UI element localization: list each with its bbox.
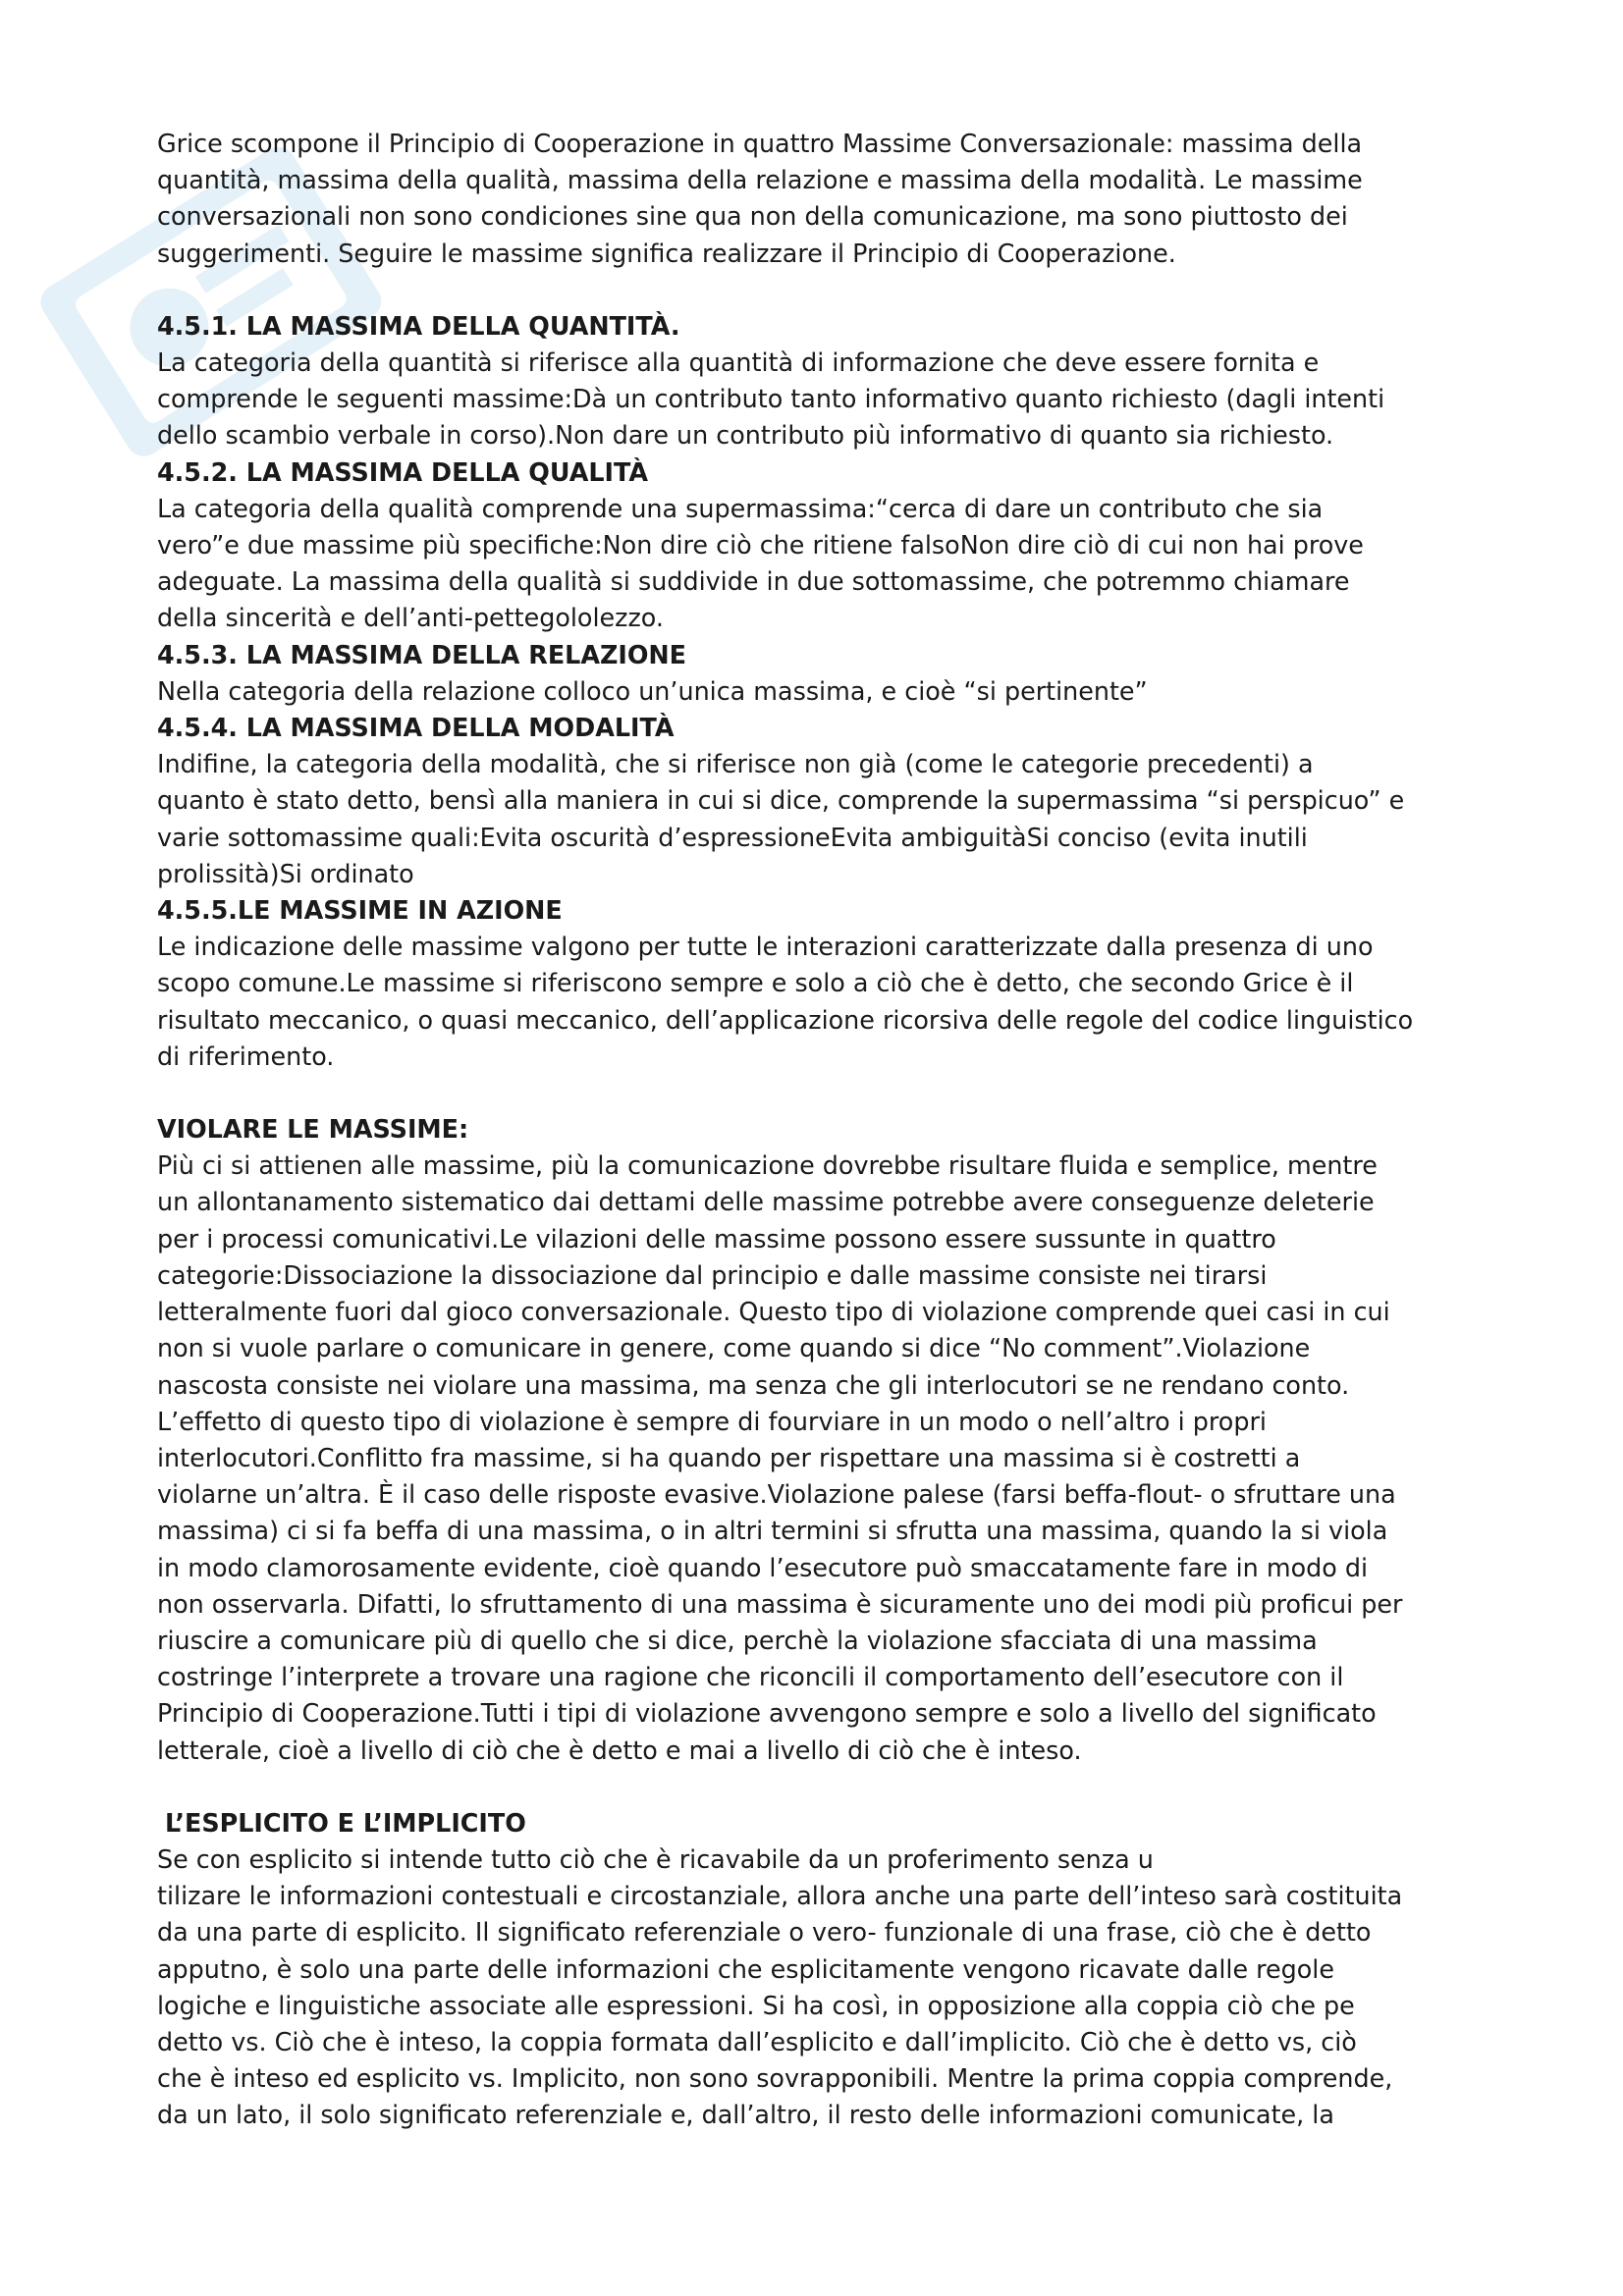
paragraph <box>157 126 1478 272</box>
paragraph <box>157 345 1478 454</box>
text-line: quantità, massima della qualità, massima della relazione e massima della modalità. Le massime <box>157 165 1363 195</box>
section-heading: VIOLARE LE MASSIME: <box>157 1114 469 1145</box>
text-line: massima) ci si fa beffa di una massima, o in altri termini si sfrutta una massima, quando la si viola <box>157 1516 1388 1546</box>
section-heading: 4.5.4. LA MASSIMA DELLA MODALITÀ <box>157 713 675 743</box>
text-line: conversazionali non sono condiciones sine qua non della comunicazione, ma sono piuttosto dei <box>157 201 1348 232</box>
text-line: varie sottomassime quali:Evita oscurità d’espressioneEvita ambiguitàSi conciso (evita inutili <box>157 822 1308 852</box>
text-line: da un lato, il solo significato referenziale e, dall’altro, il resto delle informazioni comunicate, la <box>157 2100 1334 2130</box>
text-line: vero”e due massime più specifiche:Non dire ciò che ritiene falsoNon dire ciò di cui non hai prove <box>157 530 1364 561</box>
text-line: per i processi comunicativi.Le vilazioni delle massime possono essere sussunte in quattro <box>157 1223 1276 1254</box>
paragraph-gap <box>157 1075 1478 1111</box>
text-line: costringe l’interprete a trovare una ragione che riconcili il comportamento dell’esecutore con il <box>157 1662 1344 1692</box>
text-line: non si vuole parlare o comunicare in genere, come quando si dice “No comment”.Violazione <box>157 1333 1311 1363</box>
text-line: Principio di Cooperazione.Tutti i tipi di violazione avvengono sempre e solo a livello del significato <box>157 1698 1377 1729</box>
paragraph-gap <box>157 272 1478 308</box>
text-line: prolissità)Si ordinato <box>157 858 414 888</box>
text-line: da una parte di esplicito. Il significato referenziale o vero- funzionale di una frase, ciò che è detto <box>157 1917 1372 1948</box>
paragraph <box>157 1842 1478 2134</box>
text-line: Nella categoria della relazione colloco un’unica massima, e cioè “si pertinente” <box>157 675 1148 706</box>
text-line: un allontanamento sistematico dai dettami delle massime potrebbe avere conseguenze deleterie <box>157 1187 1375 1217</box>
text-line: della sincerità e dell’anti-pettegololezzo. <box>157 603 664 633</box>
text-line: Se con esplicito si intende tutto ciò che è ricavabile da un proferimento senza u <box>157 1843 1154 1874</box>
paragraph <box>157 929 1478 1075</box>
section-heading: 4.5.3. LA MASSIMA DELLA RELAZIONE <box>157 639 687 669</box>
section-heading: 4.5.2. LA MASSIMA DELLA QUALITÀ <box>157 456 648 487</box>
text-line: Più ci si attienen alle massime, più la comunicazione dovrebbe risultare fluida e semplice, mentre <box>157 1150 1378 1181</box>
text-line: quanto è stato detto, bensì alla maniera in cui si dice, comprende la supermassima “si perspicuo” e <box>157 785 1405 816</box>
text-line: violarne un’altra. È il caso delle risposte evasive.Violazione palese (farsi beffa-flout- o sfruttare una <box>157 1479 1396 1510</box>
text-line: La categoria della qualità comprende una supermassima:“cerca di dare un contributo che sia <box>157 493 1324 523</box>
text-line: non osservarla. Difatti, lo sfruttamento di una massima è sicuramente uno dei modi più proficui per <box>157 1588 1403 1619</box>
section-heading: 4.5.5.LE MASSIME IN AZIONE <box>157 895 563 926</box>
text-line: logiche e linguistiche associate alle espressioni. Si ha così, in opposizione alla coppia ciò che pe <box>157 1990 1355 2020</box>
text-line: nascosta consiste nei violare una massima, ma senza che gli interlocutori se ne rendano conto. <box>157 1369 1350 1400</box>
text-line: Le indicazione delle massime valgono per tutte le interazioni caratterizzate dalla presenza di uno <box>157 932 1374 962</box>
text-line: tilizare le informazioni contestuali e circostanziale, allora anche una parte dell’inteso sarà costituita <box>157 1881 1403 1911</box>
text-line: riuscire a comunicare più di quello che si dice, perchè la violazione sfacciata di una massima <box>157 1625 1318 1655</box>
text-line: che è inteso ed esplicito vs. Implicito, non sono sovrapponibili. Mentre la prima coppia comprende, <box>157 2063 1393 2094</box>
paragraph <box>157 746 1478 892</box>
text-line: in modo clamorosamente evidente, cioè quando l’esecutore può smaccatamente fare in modo di <box>157 1552 1369 1582</box>
text-line: La categoria della quantità si riferisce alla quantità di informazione che deve essere fornita e <box>157 347 1320 378</box>
paragraph <box>157 1148 1478 1768</box>
section-heading: L’ESPLICITO E L’IMPLICITO <box>165 1807 526 1838</box>
text-line: letterale, cioè a livello di ciò che è detto e mai a livello di ciò che è inteso. <box>157 1735 1082 1765</box>
paragraph <box>157 673 1478 710</box>
document-page <box>157 126 1478 2134</box>
text-line: risultato meccanico, o quasi meccanico, dell’applicazione ricorsiva delle regole del codice linguistico <box>157 1004 1414 1035</box>
text-line: Grice scompone il Principio di Cooperazione in quattro Massime Conversazionale: massima della <box>157 129 1363 158</box>
text-line: comprende le seguenti massime:Dà un contributo tanto informativo quanto richiesto (dagli intenti <box>157 384 1385 414</box>
paragraph <box>157 491 1478 637</box>
text-line: suggerimenti. Seguire le massime significa realizzare il Principio di Cooperazione. <box>157 238 1176 268</box>
text-line: dello scambio verbale in corso).Non dare un contributo più informativo di quanto sia richiesto. <box>157 420 1334 451</box>
text-line: adeguate. La massima della qualità si suddivide in due sottomassime, che potremmo chiamare <box>157 566 1350 597</box>
text-line: letteralmente fuori dal gioco conversazionale. Questo tipo di violazione comprende quei casi in cui <box>157 1297 1390 1327</box>
section-heading: 4.5.1. LA MASSIMA DELLA QUANTITÀ. <box>157 310 680 341</box>
text-line: L’effetto di questo tipo di violazione è sempre di fourviare in un modo o nell’altro i propri <box>157 1406 1267 1436</box>
paragraph-gap <box>157 1769 1478 1805</box>
text-line: apputno, è solo una parte delle informazioni che esplicitamente vengono ricavate dalle regole <box>157 1953 1334 1984</box>
text-line: Indifine, la categoria della modalità, che si riferisce non già (come le categorie precedenti) a <box>157 749 1314 779</box>
text-line: scopo comune.Le massime si riferiscono sempre e solo a ciò che è detto, che secondo Grice è il <box>157 968 1354 998</box>
text-line: categorie:Dissociazione la dissociazione dal principio e dalle massime consiste nei tirarsi <box>157 1259 1268 1290</box>
text-line: di riferimento. <box>157 1041 335 1071</box>
text-line: detto vs. Ciò che è inteso, la coppia formata dall’esplicito e dall’implicito. Ciò che è detto vs, ciò <box>157 2026 1357 2056</box>
text-line: interlocutori.Conflitto fra massime, si ha quando per rispettare una massima si è costretti a <box>157 1442 1301 1472</box>
